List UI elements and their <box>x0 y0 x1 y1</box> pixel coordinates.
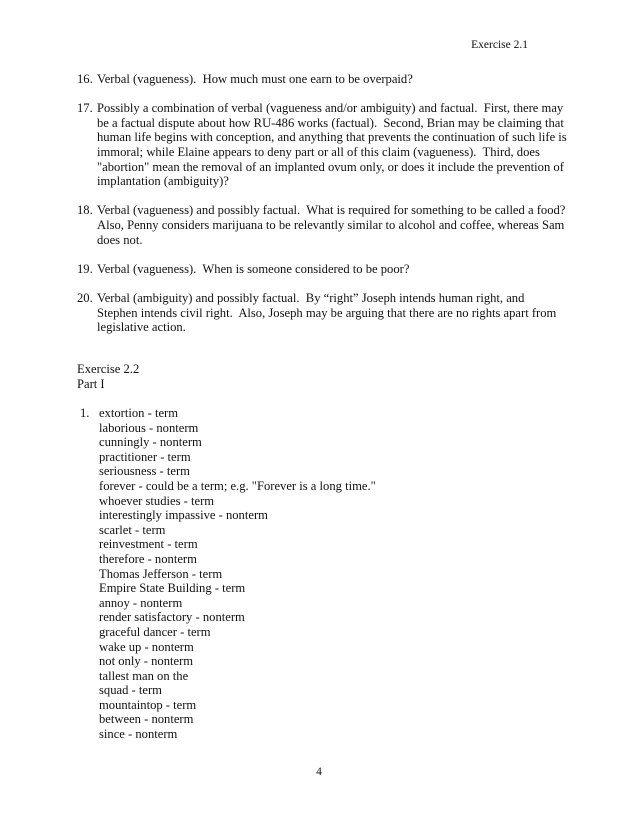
term-entry: seriousness - term <box>99 464 190 479</box>
term-item-number: 1. <box>80 406 90 420</box>
answer-number: 20. <box>77 290 93 305</box>
section-heading <box>77 362 139 391</box>
term-entry: interestingly impassive - nonterm <box>99 508 268 523</box>
page-number: 4 <box>316 766 322 778</box>
answer-item-19 <box>77 262 567 277</box>
answer-number: 16. <box>77 72 93 86</box>
term-entry: tallest man on the <box>99 668 189 683</box>
answer-number: 19. <box>77 261 93 276</box>
running-header: Exercise 2.1 <box>471 39 528 51</box>
term-entry: annoy - nonterm <box>99 595 183 610</box>
answer-text: Verbal (vagueness) and possibly factual. What is required for something to be called a food? Also, Penny considers marijuana to be relevantly similar to alcohol and coffee, whereas Sam does not. <box>97 203 566 247</box>
term-entry: laborious - nonterm <box>99 420 199 435</box>
term-entry: wake up - nonterm <box>99 639 194 654</box>
term-entry: scarlet - term <box>99 522 166 537</box>
term-entry: forever - could be a term; e.g. "Forever is a long time." <box>99 478 376 493</box>
term-entry: practitioner - term <box>99 449 191 464</box>
section-title: Exercise 2.2 <box>77 362 140 376</box>
answer-item-18 <box>77 203 567 247</box>
term-list <box>99 406 376 742</box>
term-entry: Thomas Jefferson - term <box>99 566 223 581</box>
answer-text: Verbal (ambiguity) and possibly factual. By “right” Joseph intends human right, and Stephen intends civil right. Also, Joseph may be arguing that there are no rights apart from legislative action. <box>97 290 557 335</box>
term-entry: squad - term <box>99 683 162 698</box>
term-entry: since - nonterm <box>99 727 178 742</box>
section-part: Part I <box>77 376 105 391</box>
answer-item-17 <box>77 101 567 189</box>
term-entry: between - nonterm <box>99 712 194 727</box>
term-entry: Empire State Building - term <box>99 581 246 596</box>
answer-number: 17. <box>77 101 93 116</box>
term-entry: extortion - term <box>99 406 179 420</box>
term-entry: reinvestment - term <box>99 537 198 552</box>
term-entry: not only - nonterm <box>99 654 194 669</box>
answer-list <box>77 72 567 349</box>
term-entry: render satisfactory - nonterm <box>99 610 245 625</box>
term-entry: mountaintop - term <box>99 697 197 712</box>
answer-text: Possibly a combination of verbal (vagueness and/or ambiguity) and factual. First, there may be a factual dispute about how RU-486 works (factual). Second, Brian may be claiming that human life begins with conception, and anything that prevents the continuation of such life is immoral; while Elaine appears to deny part or all of this claim (vagueness). Third, does "abortion" mean the removal of an implanted ovum only, or does it include the prevention of implantation (ambiguity)? <box>97 101 567 189</box>
term-entry: therefore - nonterm <box>99 551 197 566</box>
term-exercise-item <box>80 406 376 742</box>
answer-number: 18. <box>77 203 93 218</box>
term-entry: whoever studies - term <box>99 493 215 508</box>
term-entry: cunningly - nonterm <box>99 435 202 450</box>
answer-item-20 <box>77 291 567 335</box>
term-entry: graceful dancer - term <box>99 624 211 639</box>
answer-text: Verbal (vagueness). When is someone considered to be poor? <box>97 261 410 276</box>
answer-item-16 <box>77 72 567 87</box>
answer-text: Verbal (vagueness). How much must one earn to be overpaid? <box>97 72 413 86</box>
